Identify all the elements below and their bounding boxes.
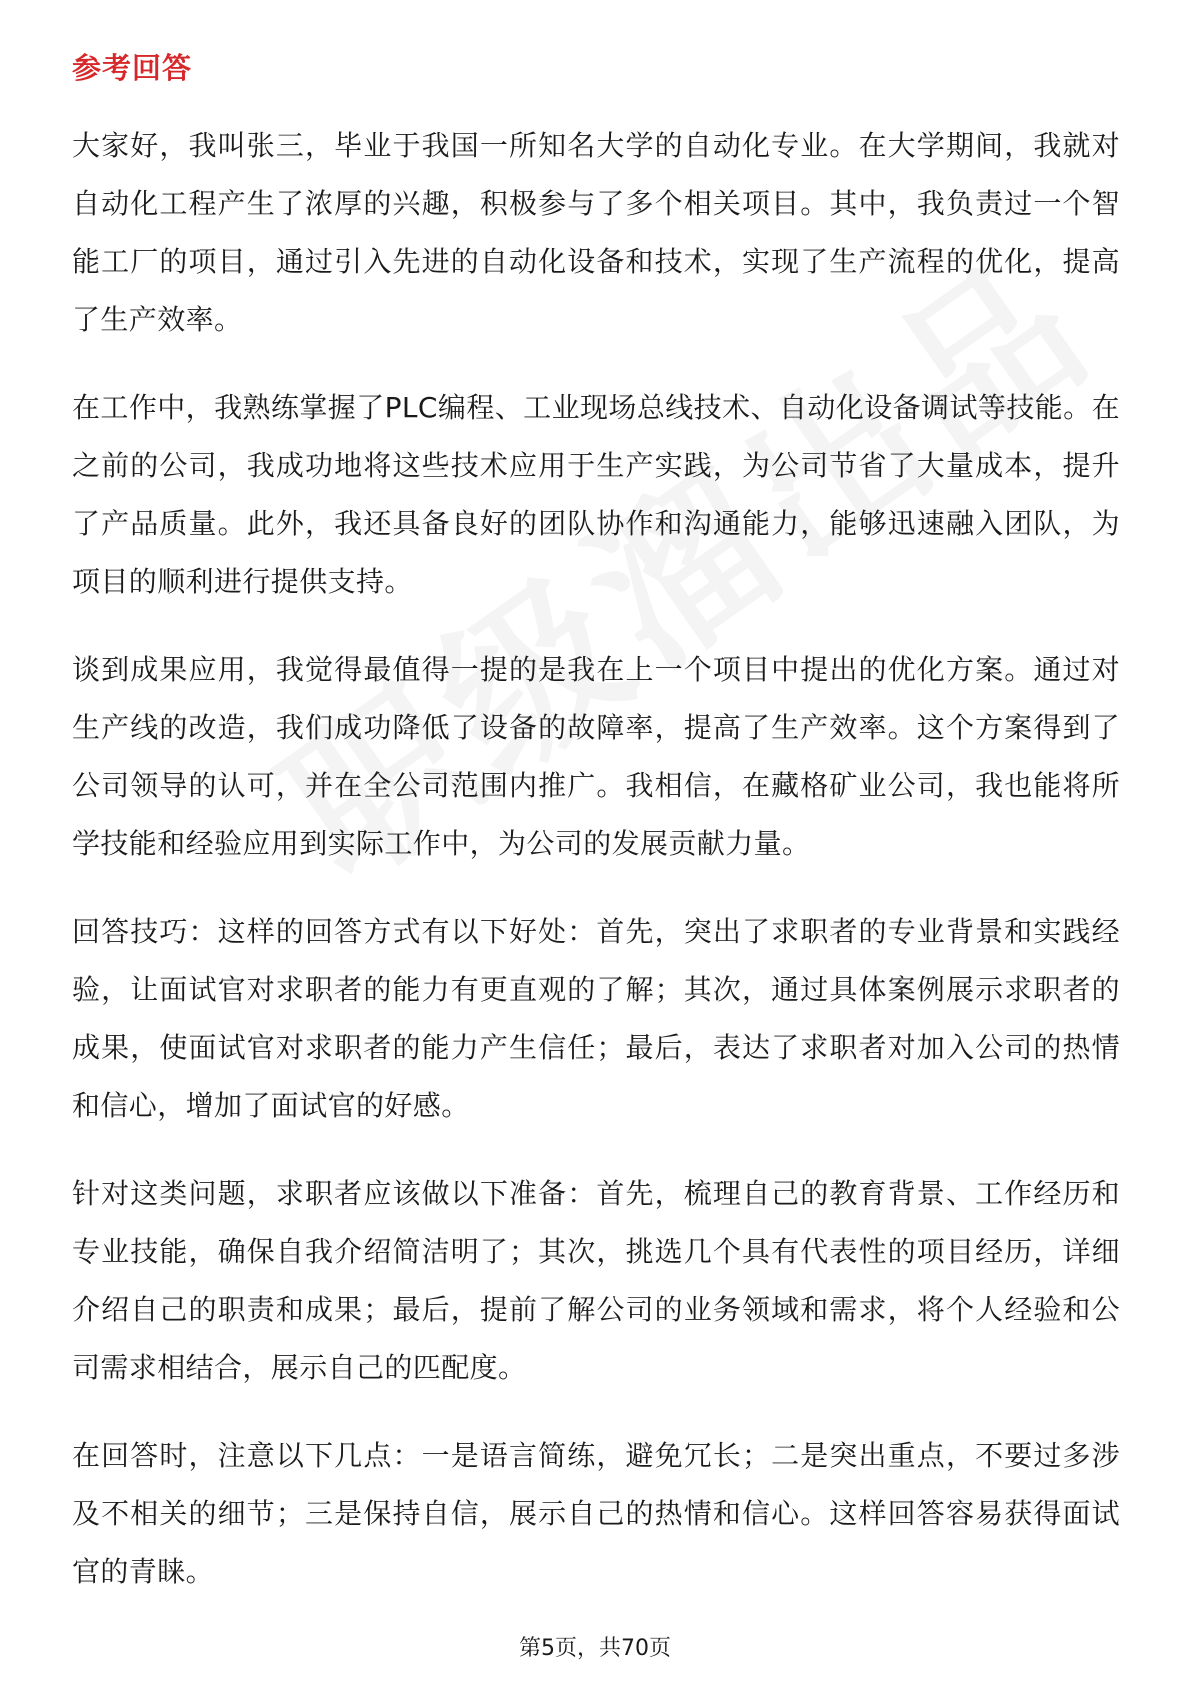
- paragraph: 针对这类问题，求职者应该做以下准备：首先，梳理自己的教育背景、工作经历和专业技能，确保自我介绍简洁明了；其次，挑选几个具有代表性的项目经历，详细介绍自己的职责和成果；最后，提前了解公司的业务领域和需求，将个人经验和公司需求相结合，展示自己的匹配度。: [72, 1177, 1120, 1384]
- paragraph: 在回答时，注意以下几点：一是语言简练，避免冗长；二是突出重点，不要过多涉及不相关的细节；三是保持自信，展示自己的热情和信心。这样回答容易获得面试官的青睐。: [72, 1439, 1120, 1588]
- paragraph: 谈到成果应用，我觉得最值得一提的是我在上一个项目中提出的优化方案。通过对生产线的改造，我们成功降低了设备的故障率，提高了生产效率。这个方案得到了公司领导的认可，并在全公司范围内推广。我相信，在藏格矿业公司，我也能将所学技能和经验应用到实际工作中，为公司的发展贡献力量。: [72, 653, 1120, 860]
- section-title: 参考回答: [72, 51, 193, 85]
- paragraph-answer-tips: 回答技巧：这样的回答方式有以下好处：首先，突出了求职者的专业背景和实践经验，让面试官对求职者的能力有更直观的了解；其次，通过具体案例展示求职者的成果，使面试官对求职者的能力产生信任；最后，表达了求职者对加入公司的热情和信心，增加了面试官的好感。: [72, 915, 1120, 1122]
- paragraph: 在工作中，我熟练掌握了PLC编程、工业现场总线技术、自动化设备调试等技能。在之前的公司，我成功地将这些技术应用于生产实践，为公司节省了大量成本，提升了产品质量。此外，我还具备良好的团队协作和沟通能力，能够迅速融入团队，为项目的顺利进行提供支持。: [72, 391, 1120, 598]
- paragraph: 大家好，我叫张三，毕业于我国一所知名大学的自动化专业。在大学期间，我就对自动化工程产生了浓厚的兴趣，积极参与了多个相关项目。其中，我负责过一个智能工厂的项目，通过引入先进的自动化设备和技术，实现了生产流程的优化，提高了生产效率。: [72, 129, 1120, 336]
- page-number: 第5页，共70页: [519, 1636, 671, 1661]
